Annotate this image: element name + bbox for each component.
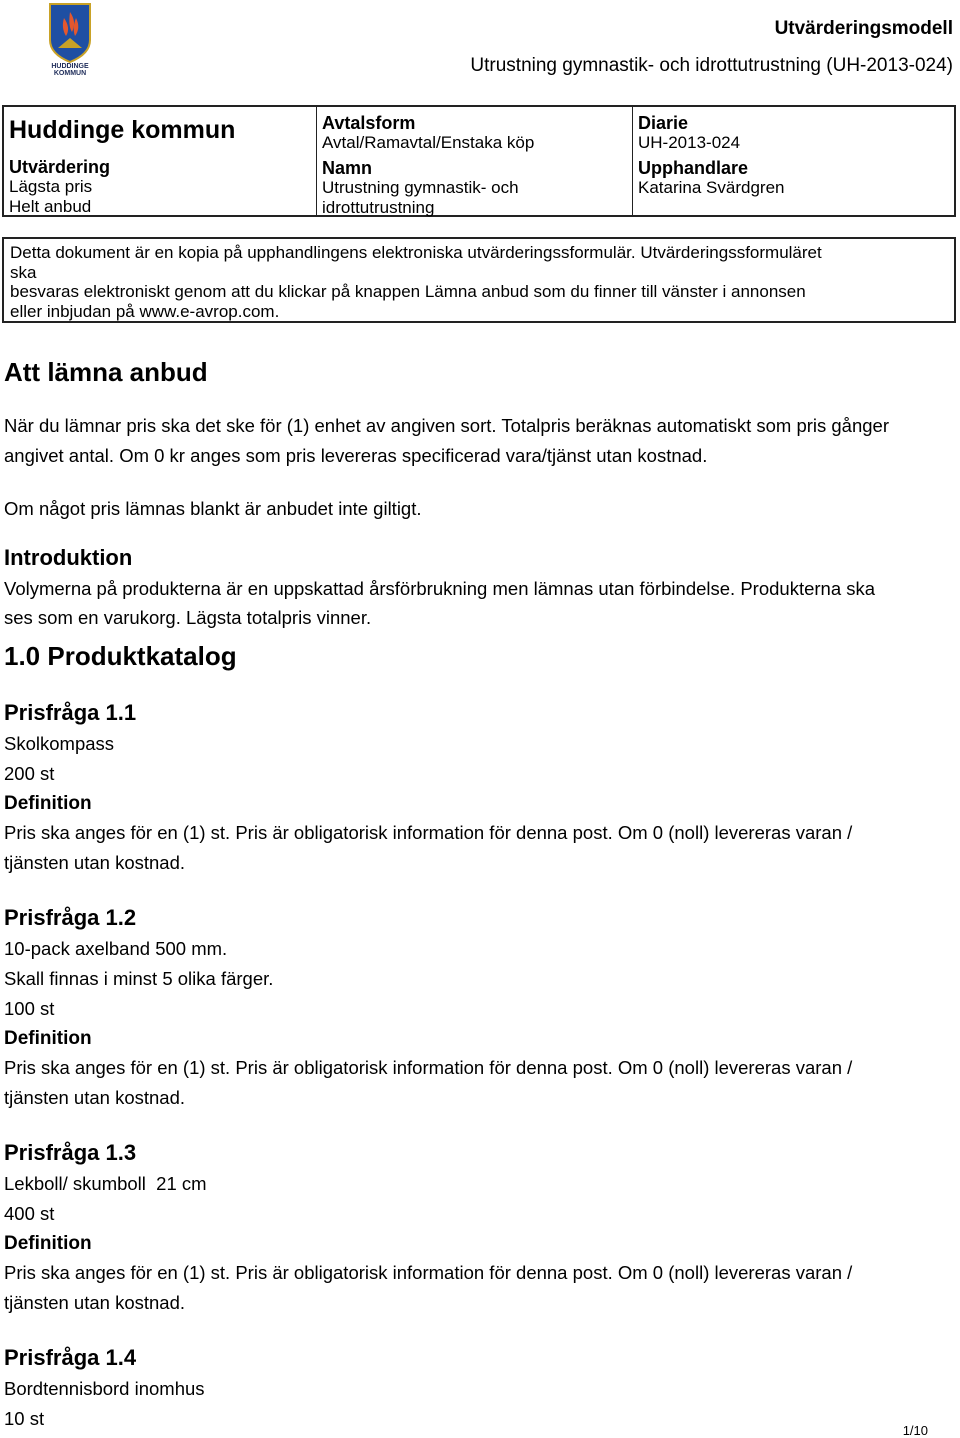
heading-submit-bid: Att lämna anbud: [4, 357, 208, 387]
introduction-line2: ses som en varukorg. Lägsta totalpris vinner.: [4, 607, 372, 628]
agreement-value: Avtal/Ramavtal/Enstaka köp: [322, 133, 535, 152]
definition-label: Definition: [4, 1028, 92, 1049]
logo-text-2: KOMMUN: [53, 70, 87, 76]
info-column-org: [4, 107, 317, 215]
item-line: 10-pack axelband 500 mm.: [4, 938, 228, 959]
name-value: Utrustning gymnastik- och idrottutrustning: [322, 178, 519, 217]
intro-para1-line1: När du lämnar pris ska det ske för (1) enhet av angiven sort. Totalpris beräknas automatiskt som pris gånger: [4, 415, 889, 436]
introduction-line1: Volymerna på produkterna är en uppskattad årsförbrukning men lämnas utan förbindelse. Produkterna ska: [4, 578, 876, 599]
name-label: Namn: [322, 158, 373, 178]
definition-line1: Pris ska anges för en (1) st. Pris är obligatorisk information för denna post. Om 0 (noll) levereras varan /: [4, 1262, 853, 1283]
document-title: Utvärderingsmodell: [774, 18, 953, 39]
info-box: [2, 105, 956, 217]
intro-para1-line2: angivet antal. Om 0 kr anges som pris levereras specificerad vara/tjänst utan kostnad.: [4, 445, 708, 466]
org-name: Huddinge kommun: [9, 116, 236, 144]
coat-of-arms-logo: [44, 2, 96, 76]
agreement-label: Avtalsform: [322, 113, 416, 133]
logo-text-1: HUDDINGE: [51, 63, 89, 70]
price-question-title: Prisfråga 1.4: [4, 1345, 137, 1370]
price-question-title: Prisfråga 1.2: [4, 905, 137, 930]
evaluation-value-2: Helt anbud: [9, 197, 92, 216]
definition-line2: tjänsten utan kostnad.: [4, 852, 186, 873]
notice-line-3: besvaras elektroniskt genom att du klickar på knappen Lämna anbud som du finner till vänster i annonsen: [10, 282, 806, 301]
item-line: Skall finnas i minst 5 olika färger.: [4, 968, 274, 989]
item-line: Bordtennisbord inomhus: [4, 1378, 205, 1399]
diary-label: Diarie: [638, 113, 689, 133]
heading-introduction: Introduktion: [4, 545, 133, 570]
notice-line-1: Detta dokument är en kopia på upphandlingens elektroniska utvärderingssformulär. Utvärderingssformuläret: [10, 243, 822, 262]
notice-line-4: eller inbjudan på www.e-avrop.com.: [10, 301, 280, 321]
procurer-value: Katarina Svärdgren: [638, 178, 785, 197]
definition-label: Definition: [4, 1233, 92, 1254]
notice-box: [2, 237, 956, 323]
evaluation-label: Utvärdering: [9, 157, 111, 177]
heading-product-catalog: 1.0 Produktkatalog: [4, 641, 237, 671]
item-line: 400 st: [4, 1203, 55, 1224]
definition-line1: Pris ska anges för en (1) st. Pris är obligatorisk information för denna post. Om 0 (noll) levereras varan /: [4, 822, 853, 843]
definition-line2: tjänsten utan kostnad.: [4, 1292, 186, 1313]
item-line: 200 st: [4, 763, 55, 784]
notice-line-2: ska: [10, 262, 37, 282]
price-question-title: Prisfråga 1.1: [4, 700, 137, 725]
intro-para2: Om något pris lämnas blankt är anbudet inte giltigt.: [4, 498, 422, 519]
definition-line2: tjänsten utan kostnad.: [4, 1087, 186, 1108]
price-question-title: Prisfråga 1.3: [4, 1140, 137, 1165]
definition-label: Definition: [4, 793, 92, 814]
diary-value: UH-2013-024: [638, 133, 741, 152]
item-line: 100 st: [4, 998, 55, 1019]
procurer-label: Upphandlare: [638, 158, 749, 178]
item-line: 10 st: [4, 1408, 45, 1429]
item-line: Skolkompass: [4, 733, 115, 754]
item-line: Lekboll/ skumboll 21 cm: [4, 1173, 207, 1194]
info-column-diary: [633, 107, 954, 215]
info-column-agreement: [317, 107, 633, 215]
document-subtitle: Utrustning gymnastik- och idrottutrustning (UH-2013-024): [470, 55, 953, 76]
evaluation-value-1: Lägsta pris: [9, 177, 93, 196]
page-number: 1/10: [902, 1423, 928, 1438]
definition-line1: Pris ska anges för en (1) st. Pris är obligatorisk information för denna post. Om 0 (noll) levereras varan /: [4, 1057, 853, 1078]
